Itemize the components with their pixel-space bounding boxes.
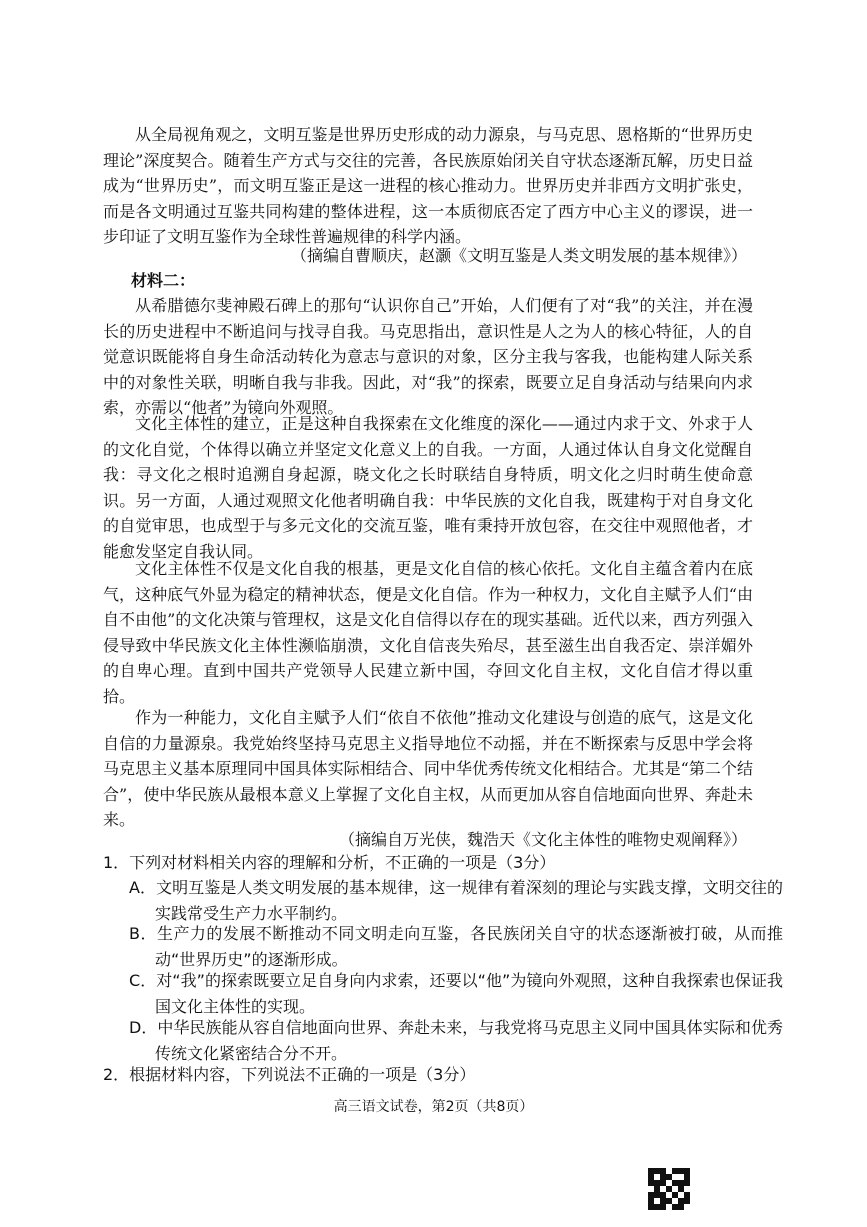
question-2-stem: 2．根据材料内容，下列说法不正确的一项是（3分） bbox=[103, 1065, 476, 1084]
material2-paragraph-4: 作为一种能力，文化自主赋予人们“依自不依他”推动文化建设与创造的底气，这是文化自信的力量源泉。我党始终坚持马克思主义指导地位不动摇，并在不断探索与反思中学会将马克思主义基本原理同中国具体实际相结合、同中华优秀传统文化相结合。尤其是“第二个结合”，使中华民族从最根本意义上掌握了文化自主权，从而更加从容自信地面向世界、奔赴未来。 bbox=[103, 708, 753, 830]
material1-paragraph: 从全局视角观之，文明互鉴是世界历史形成的动力源泉，与马克思、恩格斯的“世界历史理论”深度契合。随着生产方式与交往的完善，各民族原始闭关自守状态逐渐瓦解，历史日益成为“世界历史”，而文明互鉴正是这一进程的核心推动力。世界历史并非西方文明扩张史，而是各文明通过互鉴共同构建的整体进程，这一本质彻底否定了西方中心主义的谬误，进一步印证了文明互鉴作为全球性普遍规律的科学内涵。 bbox=[103, 125, 753, 247]
question-1-stem: 1．下列对材料相关内容的理解和分析，不正确的一项是（3分） bbox=[103, 853, 556, 872]
material2-paragraph-2: 文化主体性的建立，正是这种自我探索在文化维度的深化——通过内求于文、外求于人的文化自觉，个体得以确立并坚定文化意义上的自我。一方面，人通过体认自身文化觉醒自我：寻文化之根时追溯自身起源，晓文化之长时联结自身特质，明文化之归时萌生使命意识。另一方面，人通过观照文化他者明确自我：中华民族的文化自我，既建构于对自身文化的自觉审思，也成型于与多元文化的交流互鉴，唯有秉持开放包容，在交往中观照他者，才能愈发坚定自我认同。 bbox=[103, 414, 753, 561]
question-1-option-d: D．中华民族能从容自信地面向世界、奔赴未来，与我党将马克思主义同中国具体实际和优秀传统文化紧密结合分不开。 bbox=[129, 1018, 783, 1063]
question-1-option-c: C．对“我”的探索既要立足自身向内求索，还要以“他”为镜向外观照，这种自我探索也保证我国文化主体性的实现。 bbox=[129, 971, 783, 1016]
page-footer: 高三语文试卷，第2页（共8页） bbox=[333, 1099, 534, 1115]
material2-source: （摘编自万光侠，魏浩天《文化主体性的唯物史观阐释》） bbox=[338, 830, 747, 849]
material2-paragraph-3: 文化主体性不仅是文化自我的根基，更是文化自信的核心依托。文化自主蕴含着内在底气，这种底气外显为稳定的精神状态，便是文化自信。作为一种权力，文化自主赋予人们“由自不由他”的文化决策与管理权，这是文化自信得以存在的现实基础。近代以来，西方列强入侵导致中华民族文化主体性濒临崩溃，文化自信丧失殆尽，甚至滋生出自我否定、崇洋媚外的自卑心理。直到中国共产党领导人民建立新中国，夺回文化自主权，文化自信才得以重拾。 bbox=[103, 559, 753, 706]
qr-code-icon bbox=[648, 1168, 690, 1210]
material2-heading: 材料二： bbox=[131, 271, 196, 290]
material1-source: （摘编自曹顺庆，赵灏《文明互鉴是人类文明发展的基本规律》） bbox=[290, 246, 747, 265]
material2-paragraph-1: 从希腊德尔斐神殿石碑上的那句“认识你自己”开始，人们便有了对“我”的关注，并在漫长的历史进程中不断追问与找寻自我。马克思指出，意识性是人之为人的核心特征，人的自觉意识既能将自身生命活动转化为意志与意识的对象，区分主我与客我，也能构建人际关系中的对象性关联，明晰自我与非我。因此，对“我”的探索，既要立足自身活动与结果向内求索，亦需以“他者”为镜向外观照。 bbox=[103, 296, 753, 418]
question-1-option-b: B．生产力的发展不断推动不同文明走向互鉴，各民族闭关自守的状态逐渐被打破，从而推动“世界历史”的逐渐形成。 bbox=[129, 924, 783, 969]
question-1-option-a: A．文明互鉴是人类文明发展的基本规律，这一规律有着深刻的理论与实践支撑，文明交往的实践常受生产力水平制约。 bbox=[129, 878, 783, 923]
